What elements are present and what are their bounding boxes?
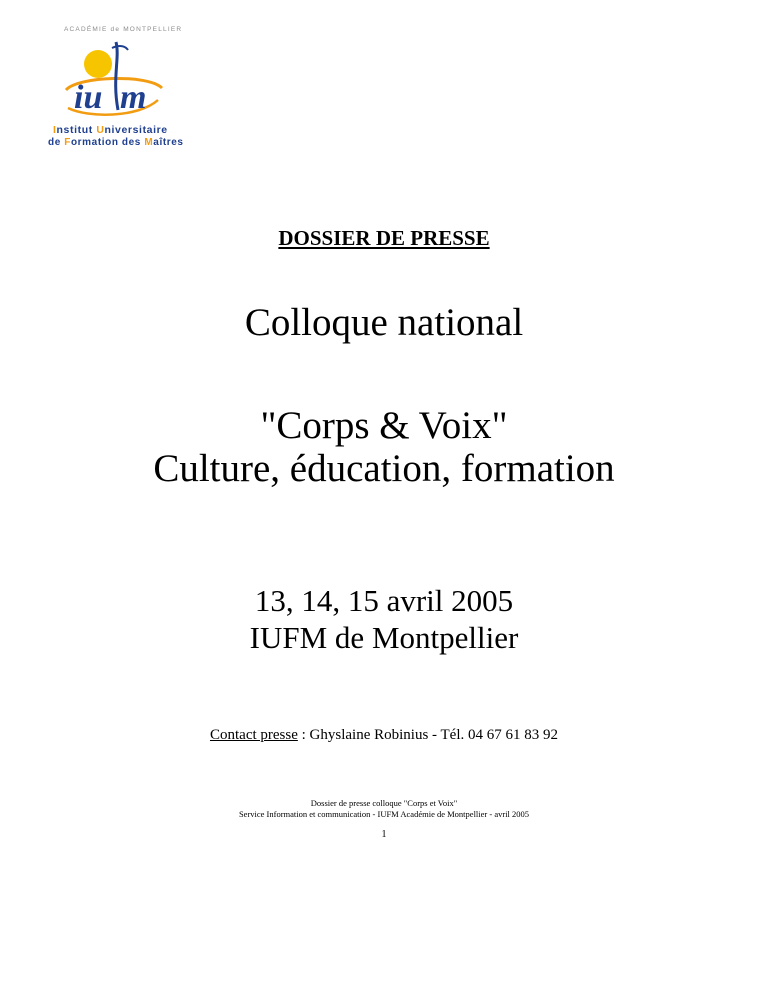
event-title-line1: "Corps & Voix" bbox=[260, 404, 508, 447]
svg-text:m: m bbox=[120, 79, 147, 116]
event-date: 13, 14, 15 avril 2005 bbox=[254, 583, 514, 618]
event-title-line2: Culture, éducation, formation bbox=[153, 447, 615, 490]
footer-line2: Service Information et communication - IUFM Académie de Montpellier - avril 2005 bbox=[238, 809, 530, 819]
page-number: 1 bbox=[381, 829, 387, 840]
footer-line1: Dossier de presse colloque "Corps et Voix" bbox=[310, 798, 458, 808]
event-place: IUFM de Montpellier bbox=[249, 620, 519, 655]
press-contact-label: Contact presse bbox=[209, 727, 298, 743]
iufm-emblem-icon bbox=[58, 38, 168, 124]
logo-formation-line: de Formation des Maîtres bbox=[48, 137, 184, 148]
logo-mark-text: iu bbox=[74, 79, 103, 116]
press-contact bbox=[0, 727, 768, 744]
logo-institut-line: Institut Universitaire bbox=[53, 124, 168, 136]
sun-icon bbox=[84, 50, 112, 78]
press-contact-details: : Ghyslaine Robinius - Tél. 04 67 61 83 92 bbox=[297, 727, 559, 743]
iufm-logo bbox=[48, 26, 188, 148]
dossier-heading: DOSSIER DE PRESSE bbox=[278, 226, 490, 250]
logo-academie-text: ACADÉMIE de MONTPELLIER bbox=[64, 26, 183, 33]
colloque-title: Colloque national bbox=[244, 301, 524, 344]
